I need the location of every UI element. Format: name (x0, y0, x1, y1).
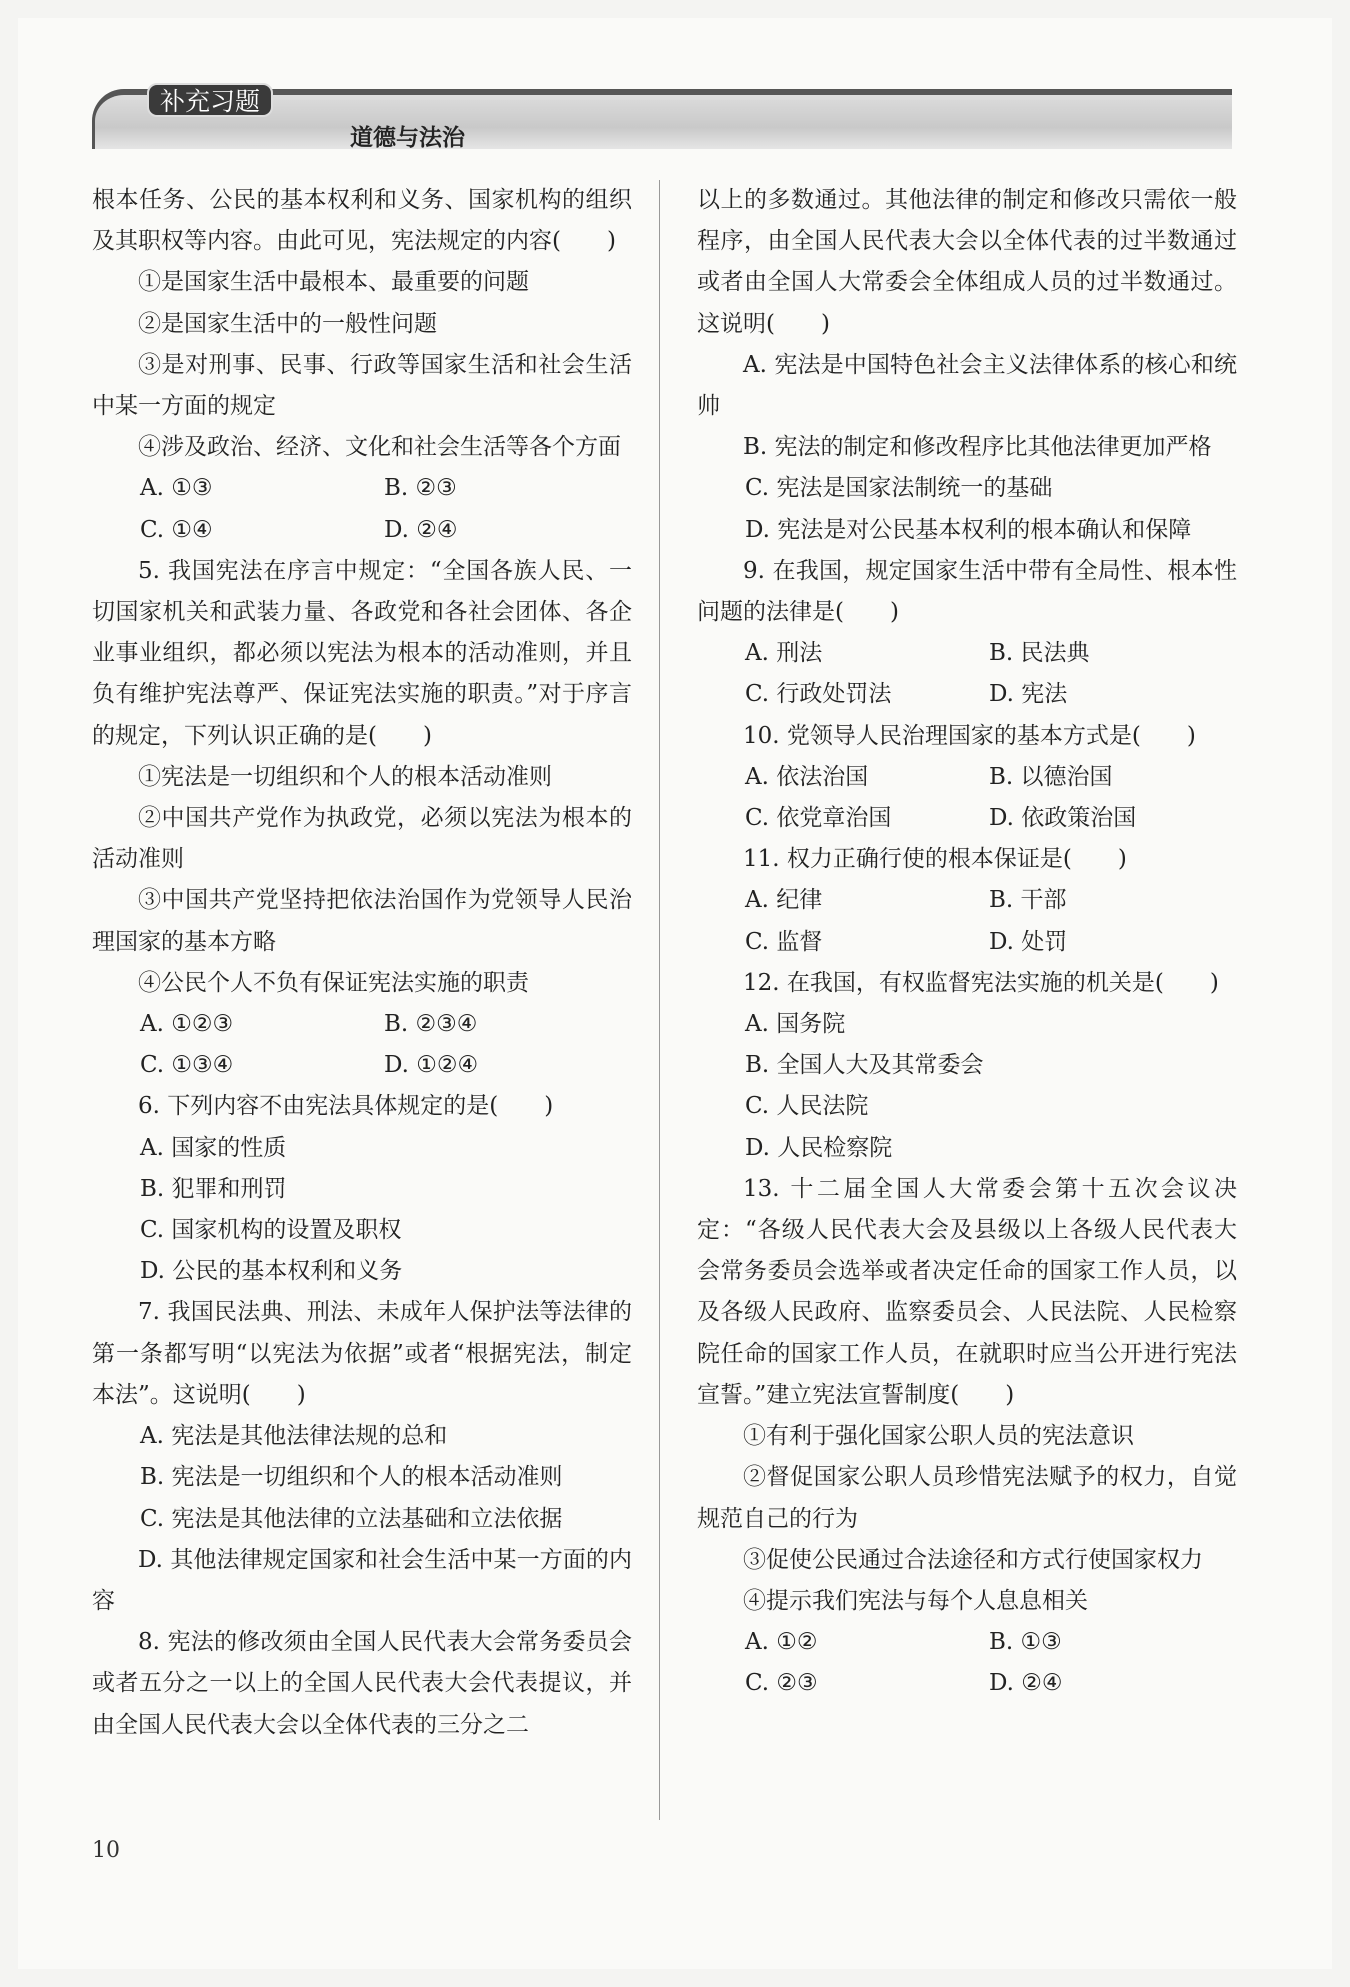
option-a: A. 宪法是中国特色社会主义法律体系的核心和统帅 (697, 351, 1237, 420)
statement: ④涉及政治、经济、文化和社会生活等各个方面 (138, 434, 621, 461)
statement: ③是对刑事、民事、行政等国家生活和社会生活中某一方面的规定 (92, 351, 632, 420)
question-11-stem: 11. 权力正确行使的根本保证是( ) (743, 846, 1127, 873)
left-column (92, 180, 632, 1746)
column-divider (659, 180, 660, 1820)
question-10-stem: 10. 党领导人民治理国家的基本方式是( ) (743, 722, 1196, 749)
option-a: A. ①②③ (140, 1011, 234, 1038)
question-12-stem: 12. 在我国，有权监督宪法实施的机关是( ) (743, 969, 1219, 996)
option-d: D. 人民检察院 (745, 1134, 893, 1161)
option-a: A. 纪律 (745, 887, 823, 914)
option-a: A. 国务院 (745, 1011, 846, 1038)
section-tab: 补充习题 (147, 83, 273, 117)
question-8-stem: 8. 宪法的修改须由全国人民代表大会常务委员会或者五分之一以上的全国人民代表大会代表提议，并由全国人民代表大会以全体代表的三分之二 (92, 1629, 632, 1738)
options-row (697, 1622, 1237, 1663)
option-c: C. 依党章治国 (745, 805, 892, 832)
option-b: B. 以德治国 (989, 763, 1113, 790)
option-d: D. ②④ (989, 1670, 1063, 1697)
options-row (697, 633, 1237, 674)
option-b: B. 宪法是一切组织和个人的根本活动准则 (140, 1464, 563, 1491)
option-b: B. 民法典 (989, 640, 1090, 667)
options-row (92, 1004, 632, 1045)
option-c: C. 宪法是其他法律的立法基础和立法依据 (140, 1505, 563, 1532)
option-c: C. 人民法院 (745, 1093, 869, 1120)
options-row (697, 922, 1237, 963)
option-c: C. 宪法是国家法制统一的基础 (745, 475, 1053, 502)
option-b: B. ②③ (384, 475, 457, 502)
statement: ③促使公民通过合法途径和方式行使国家权力 (743, 1546, 1203, 1573)
statement: ①有利于强化国家公职人员的宪法意识 (743, 1423, 1134, 1450)
question-4-stem: 根本任务、公民的基本权利和义务、国家机构的组织及其职权等内容。由此可见，宪法规定的内容( ) (92, 187, 632, 255)
question-6-stem: 6. 下列内容不由宪法具体规定的是( ) (138, 1093, 554, 1120)
options-row (697, 798, 1237, 839)
options-row (92, 1045, 632, 1086)
statement: ④公民个人不负有保证宪法实施的职责 (138, 969, 529, 996)
question-13-stem: 13. 十二届全国人大常委会第十五次会议决定：“各级人民代表大会及县级以上各级人民代表大会常务委员会选举或者决定任命的国家工作人员，以及各级人民政府、监察委员会、人民法院、人民检察院任命的国家工作人员，在就职时应当公开进行宪法宣誓。”建立宪法宣誓制度( ) (697, 1175, 1237, 1408)
question-8-continued: 以上的多数通过。其他法律的制定和修改只需依一般程序，由全国人民代表大会以全体代表的过半数通过或者由全国人大常委会全体组成人员的过半数通过。这说明( ) (697, 187, 1237, 337)
option-d: D. ①②④ (384, 1052, 479, 1079)
option-b: B. 全国人大及其常委会 (745, 1052, 984, 1079)
option-a: A. 依法治国 (745, 763, 869, 790)
option-d: D. 处罚 (989, 928, 1068, 955)
option-b: B. 宪法的制定和修改程序比其他法律更加严格 (743, 434, 1212, 461)
options-row (697, 880, 1237, 921)
options-row (697, 1663, 1237, 1704)
option-c: C. 行政处罚法 (745, 681, 892, 708)
option-c: C. 监督 (745, 928, 823, 955)
option-b: B. ①③ (989, 1629, 1062, 1656)
option-a: A. 刑法 (745, 640, 823, 667)
option-a: A. 国家的性质 (140, 1134, 287, 1161)
option-d: D. 其他法律规定国家和社会生活中某一方面的内容 (92, 1546, 632, 1614)
question-5-stem: 5. 我国宪法在序言中规定：“全国各族人民、一切国家机关和武装力量、各政党和各社会团体、各企业事业组织，都必须以宪法为根本的活动准则，并且负有维护宪法尊严、保证宪法实施的职责。”对于序言的规定，下列认识正确的是( ) (92, 557, 632, 749)
statement: ①是国家生活中最根本、最重要的问题 (138, 269, 529, 296)
question-9-stem: 9. 在我国，规定国家生活中带有全局性、根本性问题的法律是( ) (697, 557, 1237, 626)
options-row (697, 757, 1237, 798)
option-d: D. 依政策治国 (989, 805, 1137, 832)
option-c: C. ②③ (745, 1670, 818, 1697)
option-c: C. ①④ (140, 516, 213, 543)
options-row (92, 468, 632, 509)
right-column (697, 180, 1237, 1705)
options-row (697, 674, 1237, 715)
page-number: 10 (92, 1838, 120, 1863)
option-c: C. ①③④ (140, 1052, 234, 1079)
option-a: A. ①② (745, 1629, 818, 1656)
option-d: D. 公民的基本权利和义务 (140, 1258, 403, 1285)
statement: ③中国共产党坚持把依法治国作为党领导人民治理国家的基本方略 (92, 887, 632, 955)
page-header (92, 83, 1232, 151)
subject-title: 道德与法治 (350, 125, 465, 151)
statement: ④提示我们宪法与每个人息息相关 (743, 1587, 1088, 1614)
option-d: D. 宪法是对公民基本权利的根本确认和保障 (745, 516, 1192, 543)
statement: ②督促国家公职人员珍惜宪法赋予的权力，自觉规范自己的行为 (697, 1464, 1237, 1532)
option-c: C. 国家机构的设置及职权 (140, 1217, 402, 1244)
option-d: D. 宪法 (989, 681, 1068, 708)
options-row (92, 510, 632, 551)
option-b: B. 犯罪和刑罚 (140, 1175, 287, 1202)
statement: ②是国家生活中的一般性问题 (138, 310, 437, 337)
option-b: B. ②③④ (384, 1011, 478, 1038)
option-d: D. ②④ (384, 516, 458, 543)
option-b: B. 干部 (989, 887, 1067, 914)
option-a: A. 宪法是其他法律法规的总和 (140, 1423, 448, 1450)
statement: ②中国共产党作为执政党，必须以宪法为根本的活动准则 (92, 805, 632, 873)
option-a: A. ①③ (140, 475, 213, 502)
statement: ①宪法是一切组织和个人的根本活动准则 (138, 763, 552, 790)
question-7-stem: 7. 我国民法典、刑法、未成年人保护法等法律的第一条都写明“以宪法为依据”或者“根据宪法，制定本法”。这说明( ) (92, 1299, 632, 1408)
